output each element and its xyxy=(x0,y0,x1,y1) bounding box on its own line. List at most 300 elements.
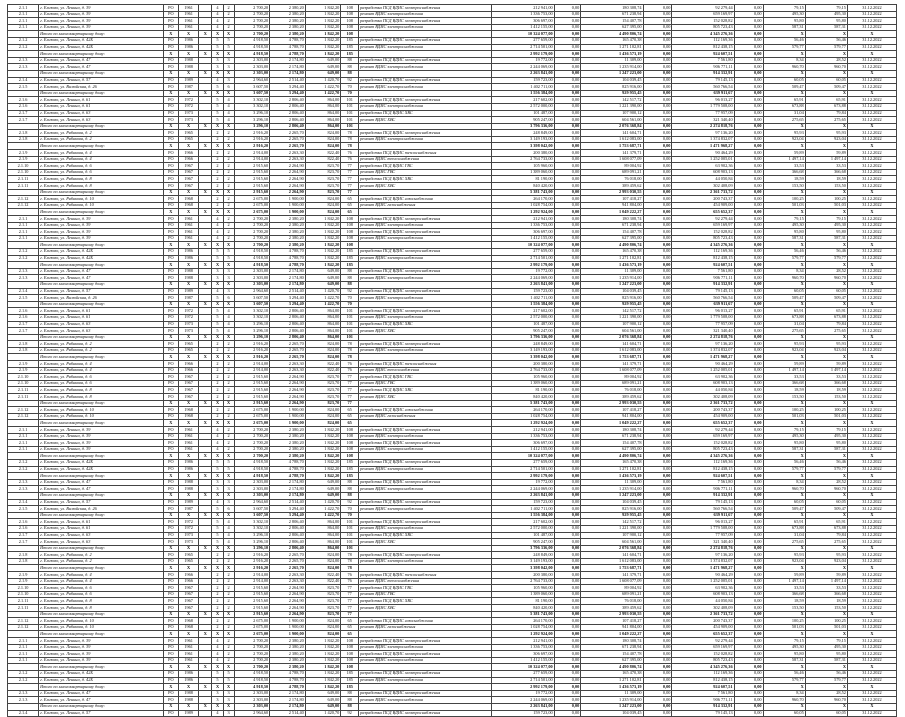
cell-name: Итого по многоквартирному дому: xyxy=(39,565,163,572)
cell-c4: 0,00 xyxy=(643,281,672,288)
cell-yr xyxy=(199,552,212,559)
cell-reg: РО xyxy=(163,697,179,704)
cell-s2: 2 806,40 xyxy=(270,334,306,341)
cell-c2: 0,00 xyxy=(554,275,581,282)
cell-no: 2.1.3 xyxy=(8,690,39,697)
cell-end: X xyxy=(847,684,896,691)
cell-fl: X xyxy=(212,473,223,480)
table-row xyxy=(8,347,897,354)
cell-s1: 2 916,20 xyxy=(234,558,270,565)
cell-p: 70 xyxy=(341,90,359,97)
cell-s3: 649,00 xyxy=(305,697,341,704)
cell-s1: 2 700,20 xyxy=(234,18,270,25)
cell-v1: 18,59 xyxy=(763,387,805,394)
cell-name: г. Елизово, ул. Вилюйская, д. 26 xyxy=(39,506,163,513)
cell-v2: 59,89 xyxy=(805,572,847,579)
cell-c1: 159 723,00 xyxy=(492,710,554,717)
cell-s1: 3 607,50 xyxy=(234,512,270,519)
cell-s3: 864,00 xyxy=(305,321,341,328)
cell-yr xyxy=(199,605,212,612)
cell-end: 31.12.2022 xyxy=(847,235,896,242)
cell-reg: РО xyxy=(163,657,179,664)
cell-y: 1988 xyxy=(179,690,199,697)
cell-s1: 2 700,20 xyxy=(234,222,270,229)
cell-s2: 3 294,40 xyxy=(270,512,306,519)
cell-s1: 2 700,20 xyxy=(234,242,270,249)
table-row xyxy=(8,321,897,328)
cell-no: 2.1.1 xyxy=(8,657,39,664)
cell-s1: 2 915,60 xyxy=(234,394,270,401)
cell-y: 1961 xyxy=(179,657,199,664)
cell-c3: 141 379,71 xyxy=(581,572,643,579)
cell-en: 5 xyxy=(223,248,234,255)
cell-en: 2 xyxy=(223,169,234,176)
cell-c4: 0,00 xyxy=(643,670,672,677)
cell-c6: 0,00 xyxy=(734,242,763,249)
cell-c1: 81 190,00 xyxy=(492,176,554,183)
cell-v2: 587,31 xyxy=(805,235,847,242)
cell-s1: 4 918,50 xyxy=(234,677,270,684)
cell-no: 2.1.9 xyxy=(8,150,39,157)
cell-c5: 96 013,27 xyxy=(672,519,734,526)
cell-work: разработка ПСД ВДИС электроснабжения xyxy=(359,651,492,658)
cell-end: 31.12.2022 xyxy=(847,525,896,532)
cell-v1: X xyxy=(763,70,805,77)
cell-work: разработка ПСД ВДИС газоснабжения xyxy=(359,407,492,414)
cell-c6: 0,00 xyxy=(734,169,763,176)
cell-p: 101 xyxy=(341,519,359,526)
cell-s3: 824,00 xyxy=(305,341,341,348)
cell-name: Итого по многоквартирному дому: xyxy=(39,545,163,552)
cell-p: 88 xyxy=(341,486,359,493)
cell-c6: 0,00 xyxy=(734,459,763,466)
cell-yr xyxy=(199,394,212,401)
cell-name: г. Елизово, ул. Ленина, д. 61 xyxy=(39,314,163,321)
cell-c2: 0,00 xyxy=(554,328,581,335)
table-row xyxy=(8,328,897,335)
cell-no xyxy=(8,334,39,341)
cell-yr xyxy=(199,690,212,697)
cell-c2: 0,00 xyxy=(554,183,581,190)
cell-reg: X xyxy=(163,512,179,519)
total-row xyxy=(8,281,897,288)
cell-y: 1965 xyxy=(179,130,199,137)
cell-end: X xyxy=(847,512,896,519)
cell-c5: 79 145,13 xyxy=(672,499,734,506)
cell-c1: 2 714 501,00 xyxy=(492,466,554,473)
cell-p: 65 xyxy=(341,624,359,631)
cell-c6: 0,00 xyxy=(734,631,763,638)
cell-s1: 2 303,00 xyxy=(234,690,270,697)
cell-s2: 2 380,20 xyxy=(270,651,306,658)
cell-work: ремонт ВДИС электроснабжения xyxy=(359,314,492,321)
table-row xyxy=(8,196,897,203)
cell-y: 1966 xyxy=(179,156,199,163)
cell-s2: 2 380,20 xyxy=(270,657,306,664)
cell-s2: 2 264,90 xyxy=(270,611,306,618)
cell-p: 88 xyxy=(341,64,359,71)
cell-name: г. Елизово, ул. Ленина, д. 42Б xyxy=(39,466,163,473)
cell-s1: 2 700,20 xyxy=(234,216,270,223)
table-row xyxy=(8,37,897,44)
cell-c5: 914 332,91 xyxy=(672,492,734,499)
cell-reg: РО xyxy=(163,18,179,25)
cell-c2: 0,00 xyxy=(554,638,581,645)
cell-c3: 1 608 077,09 xyxy=(581,367,643,374)
cell-fl: 5 xyxy=(212,110,223,117)
cell-y: 1973 xyxy=(179,532,199,539)
cell-c3: 1 271 102,81 xyxy=(581,677,643,684)
cell-c3: 142 517,72 xyxy=(581,519,643,526)
cell-c3: 1 221 390,00 xyxy=(581,103,643,110)
cell-c1: 1 389 060,00 xyxy=(492,169,554,176)
cell-c2: 0,00 xyxy=(554,677,581,684)
cell-s1: 2 915,60 xyxy=(234,189,270,196)
cell-c1: 217 602,00 xyxy=(492,308,554,315)
cell-reg: X xyxy=(163,262,179,269)
cell-y: 1966 xyxy=(179,572,199,579)
cell-c4: 0,00 xyxy=(643,519,672,526)
cell-c5: 112 169,36 xyxy=(672,37,734,44)
cell-no: 2.1.7 xyxy=(8,110,39,117)
table-row xyxy=(8,268,897,275)
cell-c6: 0,00 xyxy=(734,387,763,394)
cell-p: 101 xyxy=(341,314,359,321)
cell-fl: 2 xyxy=(212,347,223,354)
cell-work: ремонт ВДИС электроснабжения xyxy=(359,677,492,684)
cell-s3: 649,00 xyxy=(305,275,341,282)
total-row xyxy=(8,31,897,38)
cell-s1: 2 964,60 xyxy=(234,710,270,717)
cell-name: Итого по многоквартирному дому: xyxy=(39,51,163,58)
cell-c6: 0,00 xyxy=(734,473,763,480)
cell-yr xyxy=(199,328,212,335)
cell-end: X xyxy=(847,51,896,58)
cell-v2: 59,89 xyxy=(805,150,847,157)
cell-c3: 1 235 914,00 xyxy=(581,486,643,493)
cell-no: 2.1.7 xyxy=(8,328,39,335)
cell-c2: 0,00 xyxy=(554,578,581,585)
cell-c3: 671 238,94 xyxy=(581,433,643,440)
cell-fl: X xyxy=(212,512,223,519)
cell-yr xyxy=(199,57,212,64)
cell-yr xyxy=(199,624,212,631)
cell-c3: 141 379,71 xyxy=(581,150,643,157)
cell-v1: 366,68 xyxy=(763,169,805,176)
cell-y: 1961 xyxy=(179,638,199,645)
cell-c6: 0,00 xyxy=(734,143,763,150)
cell-c6: 0,00 xyxy=(734,644,763,651)
cell-y: 1988 xyxy=(179,275,199,282)
cell-v1: 960,70 xyxy=(763,486,805,493)
cell-c4: 0,00 xyxy=(643,97,672,104)
cell-s1: 2 700,20 xyxy=(234,453,270,460)
cell-s1: 2 915,60 xyxy=(234,387,270,394)
cell-v1: 56,46 xyxy=(763,670,805,677)
cell-name: г. Елизово, ул. Ленина, д. 39 xyxy=(39,216,163,223)
cell-c1: 3 398 042,00 xyxy=(492,143,554,150)
cell-c6: 0,00 xyxy=(734,308,763,315)
cell-reg: РО xyxy=(163,585,179,592)
cell-en: 2 xyxy=(223,130,234,137)
cell-c6: 0,00 xyxy=(734,37,763,44)
cell-c1: 1 412 155,00 xyxy=(492,657,554,664)
cell-p: 88 xyxy=(341,697,359,704)
cell-name: Итого по многоквартирному дому: xyxy=(39,664,163,671)
cell-v2: X xyxy=(805,565,847,572)
cell-yr xyxy=(199,169,212,176)
cell-s3: 824,00 xyxy=(305,558,341,565)
cell-no: 2.1.11 xyxy=(8,605,39,612)
cell-end: X xyxy=(847,420,896,427)
cell-c1: 2 263 841,00 xyxy=(492,281,554,288)
cell-en: X xyxy=(223,90,234,97)
cell-v1: 153,50 xyxy=(763,183,805,190)
cell-c6: 0,00 xyxy=(734,710,763,717)
cell-c6: 0,00 xyxy=(734,123,763,130)
cell-c4: 0,00 xyxy=(643,130,672,137)
total-row xyxy=(8,631,897,638)
cell-no: 2.1.1 xyxy=(8,446,39,453)
cell-v1: 31,04 xyxy=(763,532,805,539)
cell-c3: 76 018,00 xyxy=(581,598,643,605)
cell-fl: X xyxy=(212,281,223,288)
cell-work: ремонт ВДИС газоснабжения xyxy=(359,413,492,420)
cell-y: 1988 xyxy=(179,486,199,493)
cell-v1: 495,30 xyxy=(763,644,805,651)
cell-c5: 112 169,36 xyxy=(672,670,734,677)
cell-v2: 18,59 xyxy=(805,387,847,394)
cell-c6: 0,00 xyxy=(734,585,763,592)
cell-reg: X xyxy=(163,400,179,407)
cell-p: 108 xyxy=(341,5,359,12)
cell-reg: РО xyxy=(163,275,179,282)
cell-yr xyxy=(199,229,212,236)
cell-en: 3 xyxy=(223,479,234,486)
cell-v2: X xyxy=(805,664,847,671)
cell-c5: 63 902,36 xyxy=(672,585,734,592)
cell-no: 2.1.10 xyxy=(8,169,39,176)
cell-c1: 10 324 077,00 xyxy=(492,453,554,460)
cell-s2: 2 380,20 xyxy=(270,433,306,440)
cell-y: X xyxy=(179,400,199,407)
cell-reg: РО xyxy=(163,110,179,117)
cell-c1: 264 170,00 xyxy=(492,407,554,414)
cell-s3: 1 842,20 xyxy=(305,235,341,242)
total-row xyxy=(8,143,897,150)
cell-s2: 2 174,80 xyxy=(270,57,306,64)
cell-c1: 2 572 000,00 xyxy=(492,314,554,321)
cell-yr xyxy=(199,591,212,598)
cell-v1: 56,46 xyxy=(763,248,805,255)
cell-reg: РО xyxy=(163,196,179,203)
cell-no: 2.1.7 xyxy=(8,321,39,328)
cell-y: 1973 xyxy=(179,117,199,124)
cell-c3: 929 955,45 xyxy=(581,512,643,519)
cell-reg: X xyxy=(163,611,179,618)
cell-en: X xyxy=(223,281,234,288)
cell-c2: 0,00 xyxy=(554,97,581,104)
cell-c4: 0,00 xyxy=(643,44,672,51)
cell-c5: 302 408,09 xyxy=(672,183,734,190)
cell-c1: 1 336 753,00 xyxy=(492,644,554,651)
table-row xyxy=(8,288,897,295)
cell-s2: 2 264,90 xyxy=(270,400,306,407)
cell-s3: 1 842,20 xyxy=(305,433,341,440)
cell-fl: 4 xyxy=(212,427,223,434)
cell-p: 65 xyxy=(341,209,359,216)
cell-s1: 2 675,00 xyxy=(234,631,270,638)
cell-end: 31.12.2022 xyxy=(847,690,896,697)
cell-no: 2.1.1 xyxy=(8,24,39,31)
cell-c3: 941 804,00 xyxy=(581,202,643,209)
cell-end: X xyxy=(847,301,896,308)
cell-p: 108 xyxy=(341,440,359,447)
cell-p: 77 xyxy=(341,400,359,407)
cell-c1: 81 190,00 xyxy=(492,387,554,394)
cell-fl: 2 xyxy=(212,558,223,565)
cell-y: X xyxy=(179,209,199,216)
cell-fl: 4 xyxy=(212,216,223,223)
cell-c4: 0,00 xyxy=(643,90,672,97)
cell-no: 2.1.8 xyxy=(8,341,39,348)
cell-c2: 0,00 xyxy=(554,479,581,486)
cell-yr xyxy=(199,77,212,84)
cell-c6: 0,00 xyxy=(734,558,763,565)
cell-en: 4 xyxy=(223,525,234,532)
cell-s1: 2 700,20 xyxy=(234,440,270,447)
cell-v1: 8,34 xyxy=(763,690,805,697)
table-row xyxy=(8,235,897,242)
cell-no: 2.1.3 xyxy=(8,697,39,704)
cell-c3: 1 436 573,19 xyxy=(581,684,643,691)
cell-v2: 923,04 xyxy=(805,347,847,354)
cell-c5: 77 957,09 xyxy=(672,532,734,539)
cell-s2: 2 174,80 xyxy=(270,690,306,697)
cell-c3: 389 459,62 xyxy=(581,394,643,401)
cell-no xyxy=(8,242,39,249)
cell-no: 2.1.4 xyxy=(8,710,39,717)
cell-name: г. Елизово, ул. Ленина, д. 39 xyxy=(39,235,163,242)
cell-v1: 31,04 xyxy=(763,321,805,328)
cell-end: 31.12.2022 xyxy=(847,222,896,229)
cell-v1: X xyxy=(763,209,805,216)
cell-no: 2.1.2 xyxy=(8,248,39,255)
cell-y: X xyxy=(179,473,199,480)
table-row xyxy=(8,163,897,170)
cell-c6: 0,00 xyxy=(734,572,763,579)
cell-reg: РО xyxy=(163,44,179,51)
cell-v2: 501,03 xyxy=(805,202,847,209)
cell-s2: 2 265,70 xyxy=(270,558,306,565)
total-row xyxy=(8,703,897,710)
cell-s3: 823,70 xyxy=(305,394,341,401)
cell-c4: 0,00 xyxy=(643,103,672,110)
table-row xyxy=(8,690,897,697)
cell-c1: 200 380,00 xyxy=(492,361,554,368)
cell-s3: 864,00 xyxy=(305,519,341,526)
cell-end: 31.12.2022 xyxy=(847,288,896,295)
table-row xyxy=(8,84,897,91)
cell-yr: X xyxy=(199,545,212,552)
cell-c2: 0,00 xyxy=(554,51,581,58)
cell-s2: 2 174,80 xyxy=(270,492,306,499)
cell-no: 2.1.1 xyxy=(8,433,39,440)
cell-no xyxy=(8,420,39,427)
cell-c3: 1 247 223,00 xyxy=(581,281,643,288)
cell-s3: 1 842,20 xyxy=(305,427,341,434)
cell-c2: 0,00 xyxy=(554,631,581,638)
cell-s3: 822,40 xyxy=(305,367,341,374)
cell-c5: 812 438,15 xyxy=(672,466,734,473)
cell-c5: 44 050,84 xyxy=(672,598,734,605)
cell-c3: 154 407,78 xyxy=(581,440,643,447)
cell-p: 70 xyxy=(341,84,359,91)
cell-c3: 1 271 102,81 xyxy=(581,255,643,262)
cell-no xyxy=(8,189,39,196)
cell-c5: 90 464,29 xyxy=(672,361,734,368)
cell-v1: X xyxy=(763,143,805,150)
cell-work: разработка ПСД ВДИС ХВС xyxy=(359,321,492,328)
cell-s1: 4 918,50 xyxy=(234,670,270,677)
cell-c4: 0,00 xyxy=(643,169,672,176)
cell-v1: 579,77 xyxy=(763,677,805,684)
cell-end: 31.12.2022 xyxy=(847,314,896,321)
cell-p: 88 xyxy=(341,690,359,697)
cell-p: 185 xyxy=(341,677,359,684)
cell-c2: 0,00 xyxy=(554,163,581,170)
cell-fl: 4 xyxy=(212,644,223,651)
cell-c4: 0,00 xyxy=(643,525,672,532)
cell-s3: 822,40 xyxy=(305,156,341,163)
cell-c4: 0,00 xyxy=(643,657,672,664)
cell-c3: 154 407,78 xyxy=(581,18,643,25)
cell-no: 2.1.2 xyxy=(8,466,39,473)
cell-y: 1972 xyxy=(179,525,199,532)
cell-c3: 104 039,45 xyxy=(581,288,643,295)
cell-p: 76 xyxy=(341,572,359,579)
cell-v1: 495,30 xyxy=(763,222,805,229)
cell-v2: 60,05 xyxy=(805,710,847,717)
cell-c6: 0,00 xyxy=(734,196,763,203)
cell-v1: X xyxy=(763,684,805,691)
cell-c4: 0,00 xyxy=(643,216,672,223)
cell-p: 76 xyxy=(341,367,359,374)
cell-c4: 0,00 xyxy=(643,202,672,209)
table-row xyxy=(8,361,897,368)
cell-c2: 0,00 xyxy=(554,222,581,229)
cell-en: 6 xyxy=(223,506,234,513)
cell-v1: 923,04 xyxy=(763,136,805,143)
cell-p: 65 xyxy=(341,196,359,203)
cell-c4: 0,00 xyxy=(643,651,672,658)
cell-v2: X xyxy=(805,400,847,407)
cell-c5: 112 169,36 xyxy=(672,248,734,255)
cell-name: г. Елизово, ул. Ленина, д. 63 xyxy=(39,117,163,124)
cell-fl: 4 xyxy=(212,18,223,25)
table-row xyxy=(8,314,897,321)
cell-en: 3 xyxy=(223,499,234,506)
cell-p: 70 xyxy=(341,301,359,308)
cell-s1: 2 916,20 xyxy=(234,347,270,354)
cell-v2: 95,93 xyxy=(805,341,847,348)
table-row xyxy=(8,387,897,394)
cell-y: 1972 xyxy=(179,103,199,110)
cell-en: X xyxy=(223,262,234,269)
cell-y: 1986 xyxy=(179,44,199,51)
cell-work: ремонт ВДИС теплоснабжения xyxy=(359,156,492,163)
cell-work xyxy=(359,209,492,216)
